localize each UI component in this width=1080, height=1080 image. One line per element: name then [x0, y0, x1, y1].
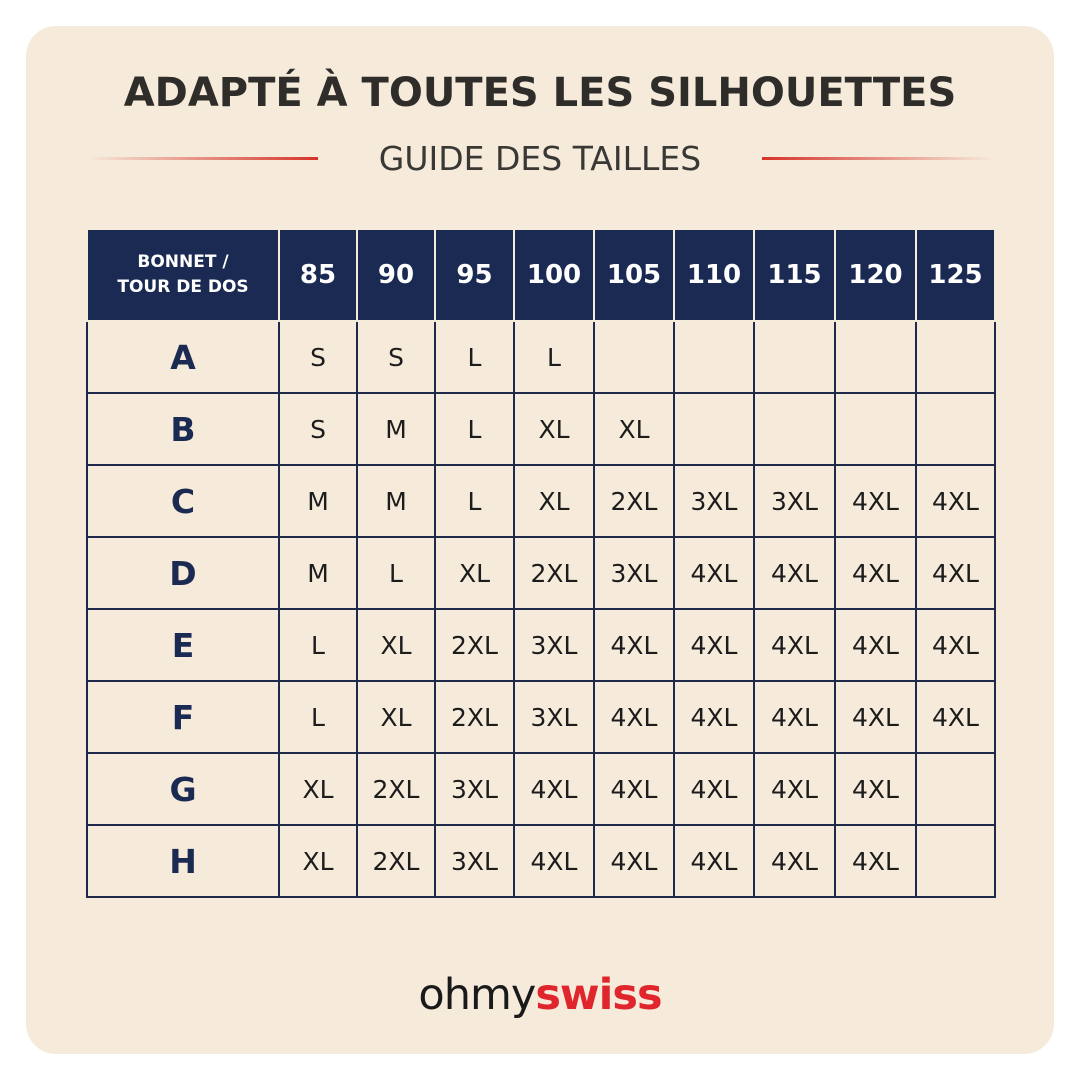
- size-cell: XL: [435, 537, 514, 609]
- size-cell: [916, 393, 995, 465]
- size-cell: 4XL: [916, 609, 995, 681]
- size-cell: [674, 393, 754, 465]
- brand-logo: [0, 970, 1080, 1020]
- table-row: [87, 465, 995, 537]
- size-cell: 3XL: [435, 753, 514, 825]
- size-cell: XL: [279, 753, 357, 825]
- page-title: ADAPTÉ À TOUTES LES SILHOUETTES: [123, 70, 957, 116]
- cup-label: H: [87, 825, 279, 897]
- size-cell: 2XL: [435, 609, 514, 681]
- table-row: [87, 681, 995, 753]
- size-cell: M: [279, 465, 357, 537]
- size-cell: 2XL: [357, 753, 435, 825]
- logo-part-swiss: swiss: [535, 970, 662, 1020]
- table-header-row: [87, 229, 995, 321]
- size-cell: 4XL: [594, 609, 674, 681]
- size-cell: 4XL: [754, 753, 835, 825]
- table-row: [87, 321, 995, 393]
- size-cell: M: [279, 537, 357, 609]
- size-cell: 4XL: [754, 825, 835, 897]
- size-cell: 4XL: [754, 609, 835, 681]
- size-cell: L: [514, 321, 594, 393]
- size-cell: 4XL: [835, 825, 916, 897]
- size-cell: [916, 825, 995, 897]
- size-cell: [916, 321, 995, 393]
- size-cell: [674, 321, 754, 393]
- size-cell: 4XL: [674, 537, 754, 609]
- column-header: 110: [674, 229, 754, 321]
- size-cell: 4XL: [835, 465, 916, 537]
- size-cell: XL: [357, 681, 435, 753]
- size-cell: [594, 321, 674, 393]
- table-row: [87, 609, 995, 681]
- subtitle-row: [86, 136, 994, 182]
- size-cell: 4XL: [916, 681, 995, 753]
- size-cell: 2XL: [514, 537, 594, 609]
- size-cell: 4XL: [514, 825, 594, 897]
- size-cell: 4XL: [674, 753, 754, 825]
- column-header: 85: [279, 229, 357, 321]
- cup-label: E: [87, 609, 279, 681]
- size-cell: 4XL: [674, 825, 754, 897]
- table-row: [87, 393, 995, 465]
- size-cell: L: [279, 681, 357, 753]
- size-cell: 3XL: [674, 465, 754, 537]
- divider-right: [762, 157, 994, 160]
- table-row: [87, 825, 995, 897]
- size-cell: 4XL: [835, 537, 916, 609]
- size-cell: 4XL: [754, 537, 835, 609]
- size-cell: 4XL: [674, 609, 754, 681]
- size-cell: XL: [279, 825, 357, 897]
- size-cell: L: [435, 465, 514, 537]
- size-cell: 4XL: [835, 753, 916, 825]
- size-cell: 4XL: [674, 681, 754, 753]
- size-cell: L: [357, 537, 435, 609]
- size-cell: S: [279, 321, 357, 393]
- size-cell: [835, 393, 916, 465]
- column-header: 90: [357, 229, 435, 321]
- table-row: [87, 753, 995, 825]
- size-cell: L: [279, 609, 357, 681]
- cup-label: D: [87, 537, 279, 609]
- size-cell: 4XL: [594, 753, 674, 825]
- size-table: [86, 228, 996, 898]
- size-cell: [916, 753, 995, 825]
- size-cell: S: [357, 321, 435, 393]
- size-cell: 4XL: [835, 681, 916, 753]
- size-cell: XL: [357, 609, 435, 681]
- size-cell: 2XL: [594, 465, 674, 537]
- column-header: 115: [754, 229, 835, 321]
- size-cell: M: [357, 465, 435, 537]
- cup-label: A: [87, 321, 279, 393]
- size-cell: 4XL: [835, 609, 916, 681]
- column-header: 105: [594, 229, 674, 321]
- size-cell: 2XL: [435, 681, 514, 753]
- cup-label: G: [87, 753, 279, 825]
- size-cell: 4XL: [514, 753, 594, 825]
- size-cell: 2XL: [357, 825, 435, 897]
- cup-label: B: [87, 393, 279, 465]
- corner-label-line1: BONNET /: [137, 252, 229, 272]
- size-cell: 3XL: [514, 609, 594, 681]
- logo-part-ohmy: ohmy: [418, 970, 536, 1020]
- size-cell: 3XL: [754, 465, 835, 537]
- size-cell: [835, 321, 916, 393]
- size-cell: 3XL: [594, 537, 674, 609]
- size-cell: [754, 393, 835, 465]
- corner-header: [87, 229, 279, 321]
- size-cell: [754, 321, 835, 393]
- size-cell: XL: [594, 393, 674, 465]
- size-cell: XL: [514, 393, 594, 465]
- column-header: 95: [435, 229, 514, 321]
- cup-label: C: [87, 465, 279, 537]
- size-cell: 4XL: [594, 681, 674, 753]
- size-cell: 3XL: [435, 825, 514, 897]
- column-header: 120: [835, 229, 916, 321]
- size-cell: 4XL: [916, 537, 995, 609]
- cup-label: F: [87, 681, 279, 753]
- size-cell: S: [279, 393, 357, 465]
- size-cell: L: [435, 321, 514, 393]
- size-cell: M: [357, 393, 435, 465]
- size-cell: 4XL: [754, 681, 835, 753]
- column-header: 125: [916, 229, 995, 321]
- page-subtitle: GUIDE DES TAILLES: [378, 139, 702, 178]
- size-cell: 4XL: [916, 465, 995, 537]
- size-cell: L: [435, 393, 514, 465]
- size-cell: 3XL: [514, 681, 594, 753]
- table-row: [87, 537, 995, 609]
- column-header: 100: [514, 229, 594, 321]
- size-cell: 4XL: [594, 825, 674, 897]
- corner-label-line2: TOUR DE DOS: [117, 277, 249, 297]
- size-cell: XL: [514, 465, 594, 537]
